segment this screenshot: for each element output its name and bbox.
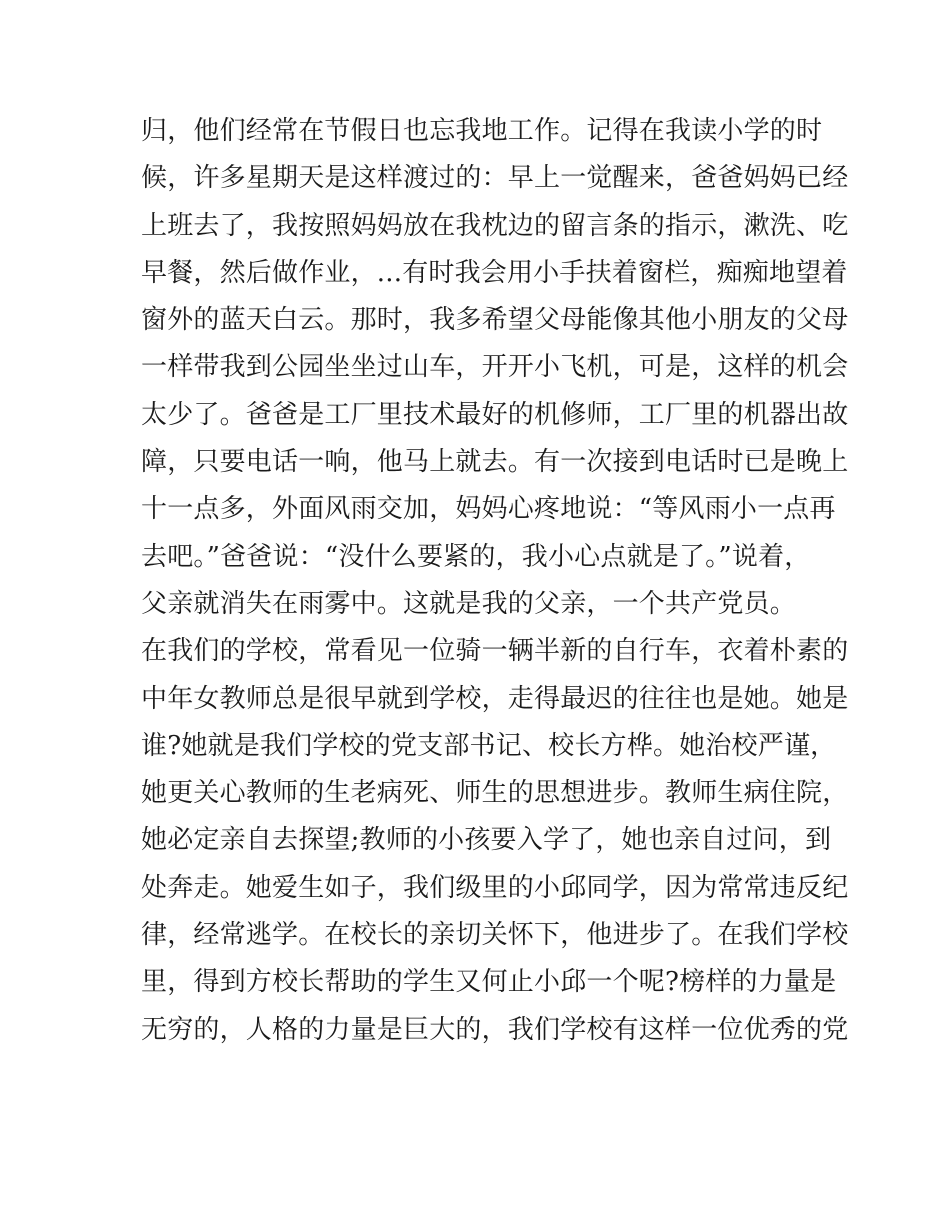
text-line-14: 谁?她就是我们学校的党支部书记、校长方桦。她治校严谨， [141,730,837,761]
text-line-6: 一样带我到公园坐坐过山车，开开小飞机，可是，这样的机会 [141,352,849,383]
text-line-18: 律，经常逃学。在校长的亲切关怀下，他进步了。在我们学校 [141,920,849,951]
text-line-7: 太少了。爸爸是工厂里技术最好的机修师，工厂里的机器出故 [141,399,849,430]
text-line-4: 早餐，然后做作业，...有时我会用小手扶着窗栏，痴痴地望着 [141,257,848,288]
text-line-16: 她必定亲自去探望;教师的小孩要入学了，她也亲自过问，到 [141,825,832,856]
text-line-20: 无穷的，人格的力量是巨大的，我们学校有这样一位优秀的党 [141,1014,849,1045]
text-line-1: 归，他们经常在节假日也忘我地工作。记得在我读小学的时 [141,116,823,146]
text-line-15: 她更关心教师的生老病死、师生的思想进步。教师生病住院， [141,778,849,809]
text-line-17: 处奔走。她爱生如子，我们级里的小邱同学，因为常常违反纪 [141,872,849,903]
text-line-3: 上班去了，我按照妈妈放在我枕边的留言条的指示，漱洗、吃 [141,210,849,241]
body-text [141,108,849,1054]
text-line-8: 障，只要电话一响，他马上就去。有一次接到电话时已是晚上 [141,447,849,478]
text-line-2: 候，许多星期天是这样渡过的：早上一觉醒来，爸爸妈妈已经 [141,163,849,194]
text-line-12: 在我们的学校，常看见一位骑一辆半新的自行车，衣着朴素的 [141,636,849,667]
text-line-11: 父亲就消失在雨雾中。这就是我的父亲，一个共产党员。 [141,588,797,619]
text-line-13: 中年女教师总是很早就到学校，走得最迟的往往也是她。她是 [141,683,849,714]
text-line-19: 里，得到方校长帮助的学生又何止小邱一个呢?榜样的力量是 [141,967,837,998]
text-line-10: 去吧。”爸爸说：“没什么要紧的，我小心点就是了。”说着， [141,541,811,572]
text-line-5: 窗外的蓝天白云。那时，我多希望父母能像其他小朋友的父母 [141,305,849,336]
text-line-9: 十一点多，外面风雨交加，妈妈心疼地说：“等风雨小一点再 [141,494,836,525]
